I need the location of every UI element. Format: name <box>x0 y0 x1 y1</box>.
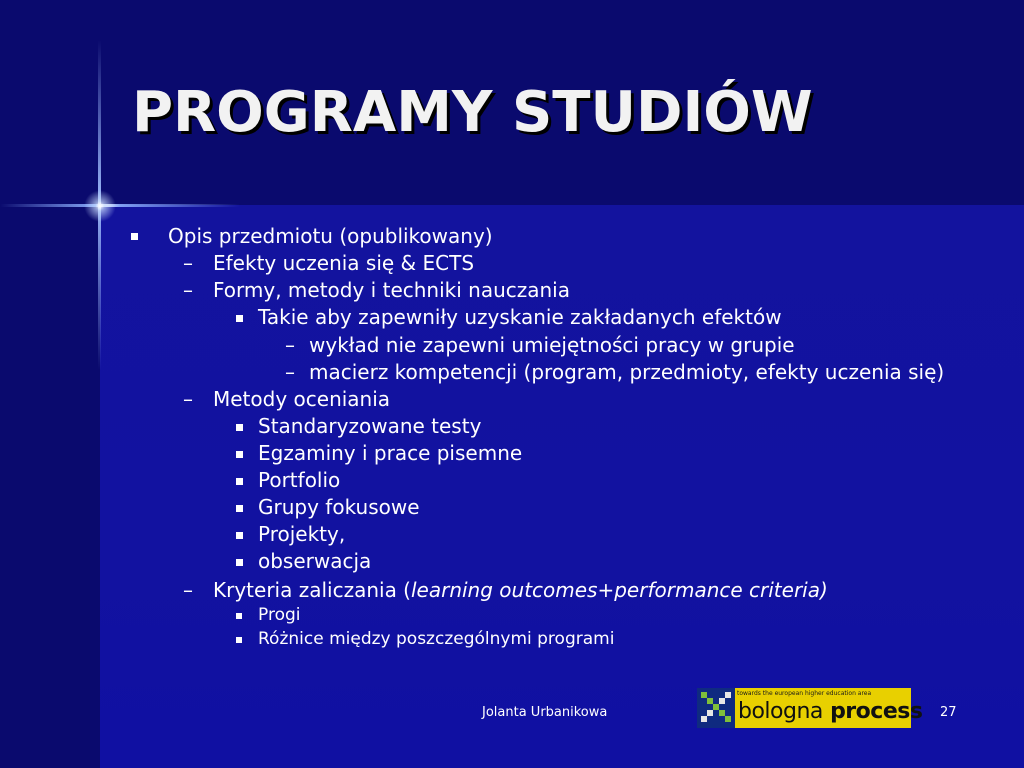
list-item: Grupy fokusowe <box>258 495 420 519</box>
bullet-square-icon <box>236 478 243 485</box>
bullet-square-icon <box>131 233 138 240</box>
list-item: Projekty, <box>258 522 346 546</box>
bullet-dash-icon: – <box>285 333 295 357</box>
list-item: Opis przedmiotu (opublikowany) <box>168 224 493 248</box>
logo-x-icon <box>697 688 735 728</box>
bullet-dash-icon: – <box>183 387 193 411</box>
list-item: obserwacja <box>258 549 372 573</box>
list-item: Portfolio <box>258 468 341 492</box>
list-item-text: Kryteria zaliczania ( <box>213 578 411 602</box>
bullet-square-icon <box>236 532 243 539</box>
logo-tagline: towards the european higher education area <box>737 690 872 697</box>
logo-word-process-text: process <box>830 699 923 724</box>
list-item: wykład nie zapewni umiejętności pracy w grupie <box>309 333 795 357</box>
list-item: Egzaminy i prace pisemne <box>258 441 523 465</box>
list-item-italic-text: learning outcomes+performance criteria) <box>410 578 828 602</box>
bullet-square-icon <box>236 559 243 566</box>
list-item: Różnice między poszczególnymi programi <box>258 629 615 649</box>
footer-author: Jolanta Urbanikowa <box>482 705 608 720</box>
bullet-dash-icon: – <box>285 360 295 384</box>
logo-word-process <box>823 699 923 724</box>
list-item: Formy, metody i techniki nauczania <box>213 278 570 302</box>
bullet-square-icon <box>236 424 243 431</box>
list-item: Metody oceniania <box>213 387 391 411</box>
list-item: Efekty uczenia się & ECTS <box>213 251 475 275</box>
bullet-square-icon <box>236 315 243 322</box>
logo-word-bologna: bologna <box>738 699 823 724</box>
page-number: 27 <box>940 705 957 720</box>
bullet-dash-icon: – <box>183 278 193 302</box>
list-item <box>213 578 828 602</box>
list-item: Standaryzowane testy <box>258 414 482 438</box>
list-item: macierz kompetencji (program, przedmioty, efekty uczenia się) <box>309 360 945 384</box>
logo-mark-icon <box>697 688 735 728</box>
slide-title: PROGRAMY STUDIÓW <box>132 80 813 145</box>
bullet-square-icon <box>236 505 243 512</box>
bullet-dash-icon: – <box>183 251 193 275</box>
bullet-dash-icon: – <box>183 578 193 602</box>
list-item: Progi <box>258 605 301 625</box>
logo-wordmark <box>738 699 922 724</box>
bullet-square-icon <box>236 451 243 458</box>
list-item: Takie aby zapewniły uzyskanie zakładanych efektów <box>258 305 782 329</box>
bologna-process-logo <box>697 688 923 728</box>
bullet-square-icon <box>236 637 242 643</box>
bullet-square-icon <box>236 613 242 619</box>
